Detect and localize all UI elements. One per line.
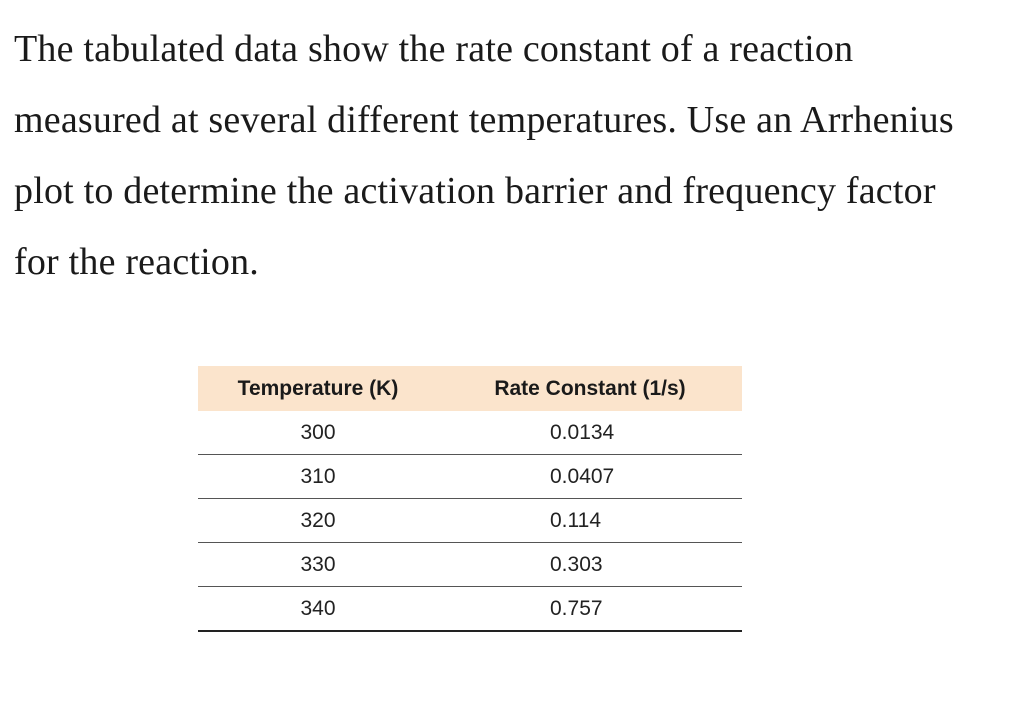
- cell-rate-constant: 0.114: [438, 499, 742, 543]
- table-row: [198, 543, 742, 587]
- cell-rate-constant: 0.757: [438, 587, 742, 632]
- cell-temperature: 330: [198, 543, 438, 587]
- header-temperature: Temperature (K): [198, 366, 438, 411]
- question-line: plot to determine the activation barrier and frequency factor: [14, 170, 936, 212]
- cell-rate-constant: 0.303: [438, 543, 742, 587]
- cell-temperature: 320: [198, 499, 438, 543]
- header-rate-constant: Rate Constant (1/s): [438, 366, 742, 411]
- table-row: [198, 411, 742, 455]
- question-line: for the reaction.: [14, 241, 260, 283]
- question-line: The tabulated data show the rate constant of a reaction: [14, 28, 854, 70]
- rate-constant-table: [198, 366, 742, 632]
- table-row: [198, 499, 742, 543]
- table-header-row: [198, 366, 742, 411]
- cell-temperature: 300: [198, 411, 438, 455]
- cell-temperature: 340: [198, 587, 438, 632]
- cell-rate-constant: 0.0407: [438, 455, 742, 499]
- question-text: [14, 14, 1024, 298]
- question-line: measured at several different temperatures. Use an Arrhenius: [14, 99, 954, 141]
- cell-rate-constant: 0.0134: [438, 411, 742, 455]
- cell-temperature: 310: [198, 455, 438, 499]
- table-row: [198, 455, 742, 499]
- table-row: [198, 587, 742, 632]
